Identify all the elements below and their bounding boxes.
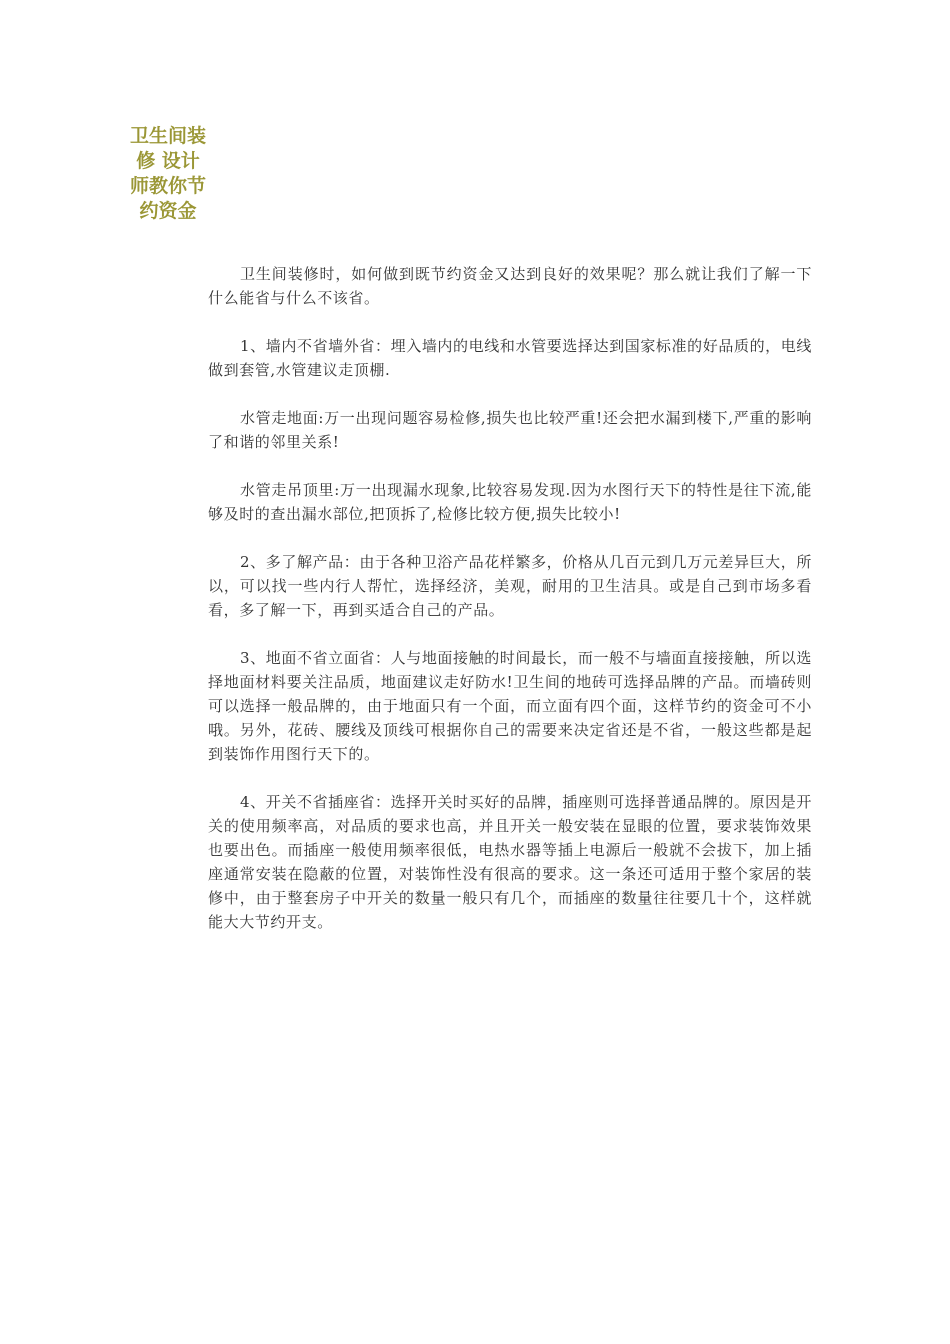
page-title-line-4: 约资金	[139, 200, 197, 222]
page-title-line-1: 卫生间装	[129, 125, 206, 147]
page-title	[118, 124, 218, 224]
tip-1-paragraph: 1、墙内不省墙外省：埋入墙内的电线和水管要选择达到国家标准的好品质的，电线做到套管,水管建议走顶棚.	[208, 337, 812, 379]
tip-4-paragraph: 4、开关不省插座省：选择开关时买好的品牌，插座则可选择普通品牌的。原因是开关的使用频率高，对品质的要求也高，并且开关一般安装在显眼的位置，要求装饰效果也要出色。而插座一般使用频率很低，电热水器等插上电源后一般就不会拔下，加上插座通常安装在隐蔽的位置，对装饰性没有很高的要求。这一条还可适用于整个家居的装修中，由于整套房子中开关的数量一般只有几个，而插座的数量往往要几十个，这样就能大大节约开支。	[208, 793, 812, 931]
pipe-floor-paragraph: 水管走地面:万一出现问题容易检修,损失也比较严重!还会把水漏到楼下,严重的影响了和谐的邻里关系!	[208, 409, 812, 451]
page-title-line-2: 修 设计	[136, 150, 200, 172]
tip-2-paragraph: 2、多了解产品：由于各种卫浴产品花样繁多，价格从几百元到几万元差异巨大，所以，可以找一些内行人帮忙，选择经济，美观，耐用的卫生洁具。或是自己到市场多看看，多了解一下，再到买适合自己的产品。	[208, 553, 812, 619]
article-body	[208, 262, 812, 958]
tip-3-paragraph: 3、地面不省立面省：人与地面接触的时间最长，而一般不与墙面直接接触，所以选择地面材料要关注品质，地面建议走好防水!卫生间的地砖可选择品牌的产品。而墙砖则可以选择一般品牌的，由于地面只有一个面，而立面有四个面，这样节约的资金可不小哦。另外，花砖、腰线及顶线可根据你自己的需要来决定省还是不省，一般这些都是起到装饰作用图行天下的。	[208, 649, 812, 763]
page-title-line-3: 师教你节	[129, 175, 206, 197]
intro-paragraph: 卫生间装修时，如何做到既节约资金又达到良好的效果呢？那么就让我们了解一下什么能省与什么不该省。	[208, 265, 812, 307]
pipe-ceiling-paragraph: 水管走吊顶里:万一出现漏水现象,比较容易发现.因为水图行天下的特性是往下流,能够及时的查出漏水部位,把顶拆了,检修比较方便,损失比较小!	[208, 481, 812, 523]
